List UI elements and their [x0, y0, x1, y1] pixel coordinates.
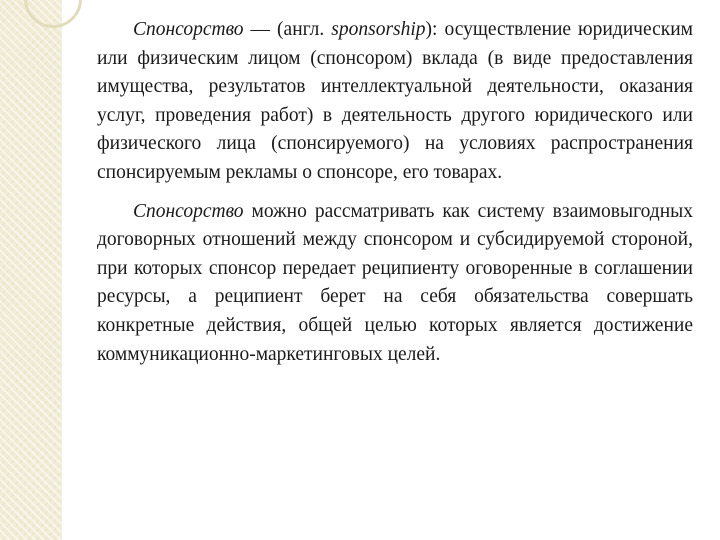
term-sponsorship-2: Спонсорство	[133, 200, 244, 222]
definition-paragraph	[97, 16, 693, 188]
term-sponsorship: Спонсорство	[133, 19, 244, 40]
definition-text: ): осуществление юридическим или физическим лицом (спонсором) вклада (в виде предоставления имущества, результатов интеллектуальной деятельности, оказания услуг, проведения работ) в деятельность другого юридического или физического лица (спонсируемого) на условиях распространения спонсируемым рекламы о спонсоре, его товарах.	[97, 19, 694, 183]
english-term: sponsorship	[331, 19, 426, 40]
description-paragraph	[97, 198, 693, 370]
slide-body	[97, 16, 693, 369]
definition-dash: — (англ.	[243, 19, 332, 40]
description-text: можно рассматривать как систему взаимовыгодных договорных отношений между спонсором и субсидируемой стороной, при которых спонсор передает реципиенту оговоренные в соглашении ресурсы, а реципиент берет на себя обязательства совершать конкретные действия, общей целью которых является достижение коммуникационно-маркетинговых целей.	[97, 200, 693, 365]
decorative-left-band	[0, 0, 62, 540]
